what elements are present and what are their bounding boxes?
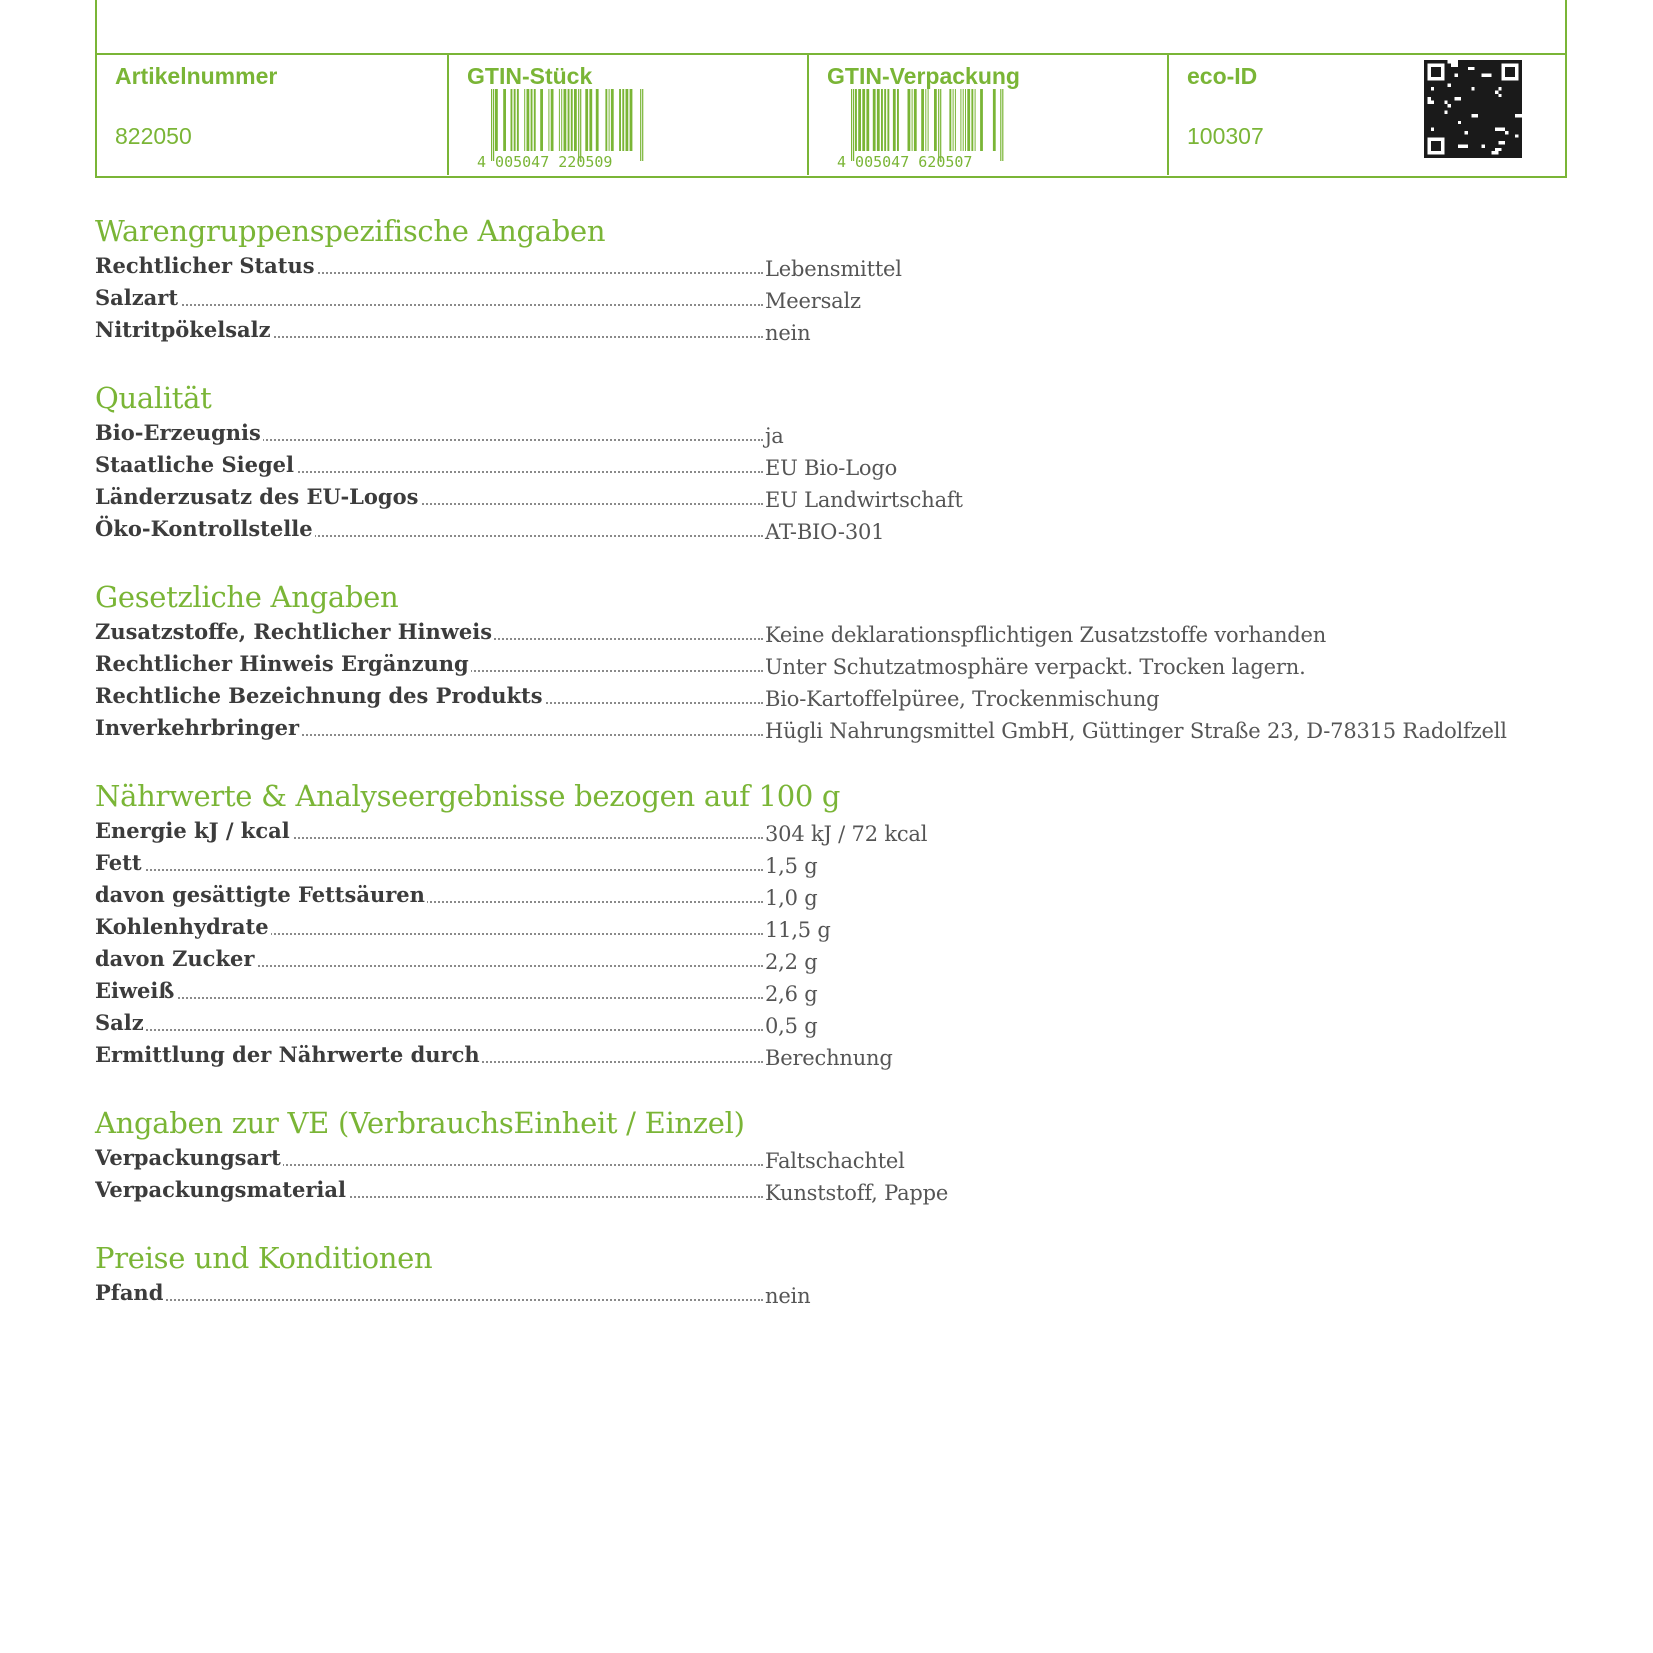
section-title: Warengruppenspezifische Angaben [95,214,606,248]
barcode-bar [934,89,937,151]
spec-label [95,880,763,910]
spec-row [95,1040,1555,1072]
barcode-bar [571,89,573,151]
barcode-bar [912,89,913,151]
spec-section [95,211,1555,347]
barcode-bar [908,89,911,151]
barcode-bar [921,89,924,151]
spec-label [95,251,763,281]
spec-label [95,1040,763,1070]
spec-row [95,880,1555,912]
spec-label-text: Verpackungsart [95,1145,281,1170]
spec-row [95,912,1555,944]
spec-value: ja [765,424,784,448]
spec-value: Lebensmittel [765,257,902,281]
spec-label-text: Fett [95,850,142,875]
barcode-bar [855,89,857,151]
spec-row [95,514,1555,546]
dot-leader [95,1029,763,1031]
spec-value: 304 kJ / 72 kcal [765,822,928,846]
barcode-bar [955,89,956,151]
barcode-bar [866,89,869,151]
spec-label-text: davon gesättigte Fettsäuren [95,882,425,907]
barcode-bar [887,89,889,151]
spec-row [95,976,1555,1008]
spec-label [95,1175,763,1205]
spec-row [95,315,1555,347]
gtin-verpackung-barcode [837,89,1017,169]
spec-section [95,378,1555,546]
barcode-bar [949,89,951,151]
spec-label [95,482,763,512]
barcode-bar [993,89,996,151]
spec-label-text: Rechtlicher Status [95,253,315,278]
barcode-digits: 4 005047 620507 [837,153,973,169]
barcode-bar [630,89,633,151]
barcode-bar [574,89,577,151]
barcode-bar [851,89,852,161]
spec-row [95,944,1555,976]
spec-label-text: Bio-Erzeugnis [95,420,261,445]
artikelnummer-label: Artikelnummer [115,63,278,89]
barcode-bar [585,89,588,151]
spec-value: Berechnung [765,1046,893,1070]
spec-row [95,418,1555,450]
barcode-bar [559,89,560,151]
barcode-bar [564,89,567,151]
barcode-bar [609,89,610,151]
barcode-bar [568,89,570,151]
barcode-bar [965,89,966,151]
spec-label [95,1008,763,1038]
qr-code-icon [1424,60,1522,158]
spec-row [95,1175,1555,1207]
section-title: Nährwerte & Analyseergebnisse bezogen auf 100 g [95,779,841,813]
spec-label-text: Inverkehrbringer [95,715,300,740]
product-id-box [95,0,1567,178]
spec-section [95,1238,1555,1310]
spec-label-text: davon Zucker [95,946,255,971]
section-title: Angaben zur VE (VerbrauchsEinheit / Einzel) [95,1106,745,1140]
spec-row [95,450,1555,482]
barcode-bar [877,89,880,151]
spec-value: 1,0 g [765,886,818,910]
spec-label [95,315,763,345]
dot-leader [95,869,763,871]
barcode-bar [873,89,876,151]
spec-value: Keine deklarationspflichtigen Zusatzstoffe vorhanden [765,623,1327,647]
dot-leader [95,304,763,306]
barcode-bar [953,89,954,151]
spec-row [95,816,1555,848]
barcode-bar [540,89,543,151]
spec-value: 2,2 g [765,950,818,974]
section-title: Preise und Konditionen [95,1241,433,1275]
barcode-bar [938,89,939,161]
barcode-bar [1002,89,1003,161]
barcode-bar [517,89,519,151]
spec-label-text: Eiweiß [95,978,175,1003]
barcode-bar [914,89,917,151]
barcode-bar [596,89,599,151]
spec-label [95,848,763,878]
barcode-bar [527,89,530,151]
barcode-bar [531,89,533,151]
spec-row [95,1008,1555,1040]
spec-label-text: Rechtliche Bezeichnung des Produkts [95,683,543,708]
spec-label-text: Öko-Kontrollstelle [95,516,313,541]
barcode-bar [514,89,516,151]
spec-value: Bio-Kartoffelpüree, Trockenmischung [765,687,1160,711]
spec-row [95,649,1555,681]
spec-label-text: Salzart [95,285,179,310]
gtin-stueck-barcode [477,89,657,169]
spec-section [95,776,1555,1072]
spec-value: 0,5 g [765,1014,818,1038]
spec-value: Unter Schutzatmosphäre verpackt. Trocken lagern. [765,655,1306,679]
barcode-bar [503,89,506,151]
barcode-graphic [837,89,1017,169]
spec-label-text: Verpackungsmaterial [95,1177,346,1202]
spec-value: Kunststoff, Pappe [765,1181,949,1205]
eco-id-cell [1167,55,1565,175]
barcode-bar [626,89,629,151]
spec-label-text: Pfand [95,1280,164,1305]
barcode-bar [853,89,854,161]
barcode-bar [858,89,861,151]
spec-label [95,450,763,480]
gtin-stueck-label: GTIN-Stück [467,63,593,89]
spec-value: 2,6 g [765,982,818,1006]
barcode-bar [534,89,536,151]
spec-value: Hügli Nahrungsmittel GmbH, Güttinger Straße 23, D-78315 Radolfzell [765,719,1507,743]
barcode-bar [524,89,525,151]
spec-row [95,848,1555,880]
barcode-bar [960,89,961,151]
spec-value: nein [765,321,811,345]
barcode-bar [548,89,549,151]
spec-label [95,649,763,679]
barcode-bar [622,89,624,151]
spec-value: Meersalz [765,289,861,313]
barcode-bar [975,89,976,151]
barcode-bar [940,89,941,161]
spec-label [95,617,763,647]
barcode-bar [561,89,562,151]
barcode-bar [897,89,899,151]
gtin-stueck-cell [447,55,807,175]
spec-label [95,713,763,743]
spec-label-text: Rechtlicher Hinweis Ergänzung [95,651,469,676]
spec-value: EU Bio-Logo [765,456,898,480]
spec-row [95,482,1555,514]
barcode-bar [511,89,513,151]
spec-row [95,681,1555,713]
spec-label [95,816,763,846]
spec-label-text: Zusatzstoffe, Rechtlicher Hinweis [95,619,493,644]
spec-label-text: Ermittlung der Nährwerte durch [95,1042,480,1067]
artikelnummer-value: 822050 [115,123,192,149]
barcode-bar [491,89,492,161]
artikelnummer-cell [97,55,447,175]
spec-label [95,514,763,544]
spec-row [95,283,1555,315]
eco-id-label: eco-ID [1187,63,1258,89]
spec-label [95,283,763,313]
spec-label [95,1143,763,1173]
dot-leader [95,1299,763,1301]
spec-value: 1,5 g [765,854,818,878]
barcode-bar [495,89,498,151]
barcode-bar [642,89,643,161]
dot-leader [95,997,763,999]
section-title: Qualität [95,381,212,415]
spec-value: nein [765,1284,811,1308]
barcode-bar [967,89,970,151]
barcode-bar [925,89,926,151]
barcode-bar [1000,89,1001,161]
barcode-bar [963,89,964,151]
barcode-bar [578,89,579,161]
barcode-bar [611,89,614,151]
section-title: Gesetzliche Angaben [95,580,399,614]
spec-label [95,1278,763,1308]
spec-label-text: Länderzusatz des EU-Logos [95,484,419,509]
spec-row [95,713,1555,745]
barcode-bar [605,89,607,151]
spec-label-text: Energie kJ / kcal [95,818,290,843]
product-specification [95,211,1555,1341]
spec-label [95,681,763,711]
spec-label [95,944,763,974]
barcode-bar [589,89,592,151]
spec-value: Faltschachtel [765,1149,905,1173]
spec-label-text: Kohlenhydrate [95,914,269,939]
barcode-bar [619,89,621,151]
spec-label [95,912,763,942]
gtin-verpackung-cell [807,55,1167,175]
gtin-verpackung-label: GTIN-Verpackung [827,63,1020,89]
barcode-bar [884,89,886,151]
barcode-bar [493,89,494,161]
barcode-bar [551,89,554,151]
barcode-bar [881,89,883,151]
spec-label-text: Nitritpökelsalz [95,317,271,342]
spec-label [95,976,763,1006]
barcode-graphic [477,89,657,169]
spec-row [95,1143,1555,1175]
barcode-bar [862,89,865,151]
barcode-bar [580,89,581,161]
barcode-bar [971,89,973,151]
barcode-bar [980,89,983,151]
barcode-digits: 4 005047 220509 [477,153,613,169]
spec-label-text: Salz [95,1010,144,1035]
spec-section [95,1103,1555,1207]
spec-row [95,1278,1555,1310]
spec-value: 11,5 g [765,918,831,942]
spec-section [95,577,1555,745]
barcode-bar [640,89,641,161]
spec-value: EU Landwirtschaft [765,488,963,512]
barcode-bar [928,89,929,151]
spec-row [95,617,1555,649]
eco-id-value: 100307 [1187,123,1264,149]
barcode-bar [893,89,896,151]
spec-label [95,418,763,448]
spec-value: AT-BIO-301 [765,520,885,544]
spec-label-text: Staatliche Siegel [95,452,294,477]
spec-row [95,251,1555,283]
